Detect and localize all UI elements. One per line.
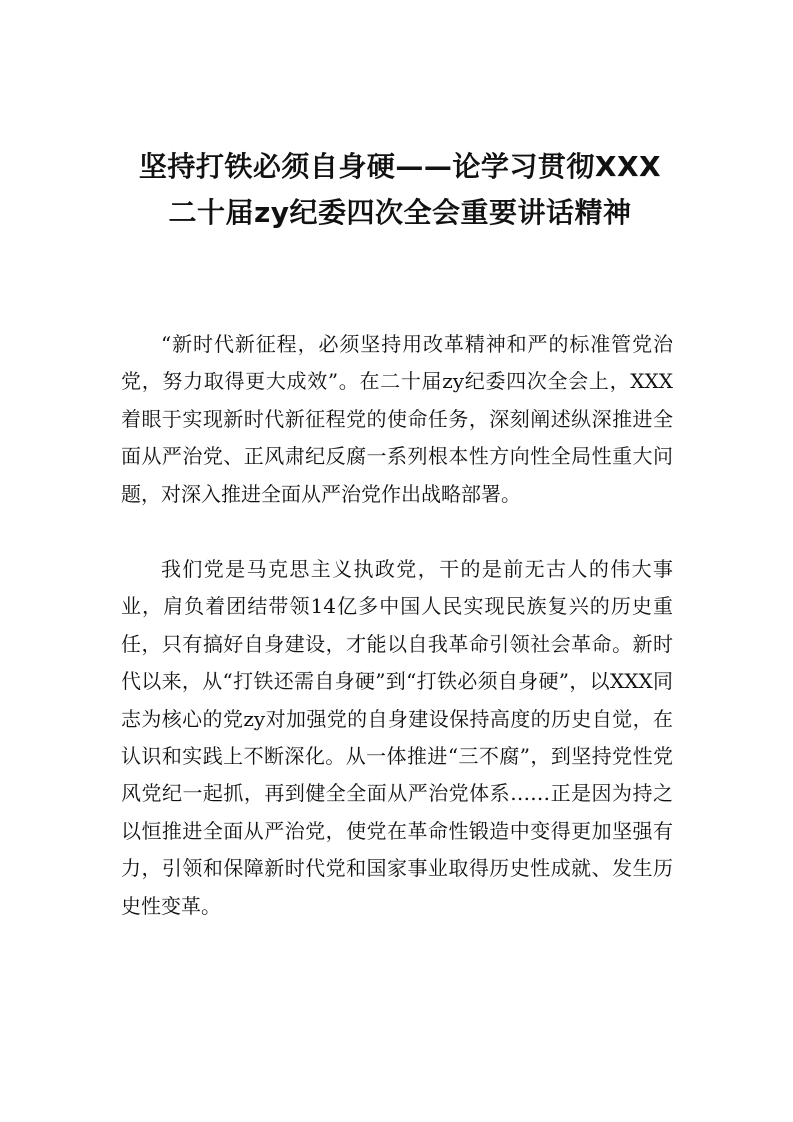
title-line-2: 二十届zy纪委四次全会重要讲话精神 — [168, 195, 632, 229]
document-body — [121, 326, 673, 925]
title-line-1: 坚持打铁必须自身硬——论学习贯彻XXX — [138, 149, 662, 183]
paragraph-2: 我们党是马克思主义执政党，干的是前无古人的伟大事业，肩负着团结带领14亿多中国人民实现民族复兴的历史重任，只有搞好自身建设，才能以自我革命引领社会革命。新时代以来，从“打铁还需自身硬”到“打铁必须自身硬”，以XXX同志为核心的党zy对加强党的自身建设保持高度的历史自觉，在认识和实践上不断深化。从一体推进“三不腐”，到坚持党性党风党纪一起抓，再到健全全面从严治党体系……正是因为持之以恒推进全面从严治党，使党在革命性锻造中变得更加坚强有力，引领和保障新时代党和国家事业取得历史性成就、发生历史性变革。 — [121, 557, 673, 918]
paragraph-1: “新时代新征程，必须坚持用改革精神和严的标准管党治党，努力取得更大成效”。在二十届zy纪委四次全会上，XXX着眼于实现新时代新征程党的使命任务，深刻阐述纵深推进全面从严治党、正风肃纪反腐一系列根本性方向性全局性重大问题，对深入推进全面从严治党作出战略部署。 — [121, 332, 673, 506]
document-title — [100, 144, 700, 236]
